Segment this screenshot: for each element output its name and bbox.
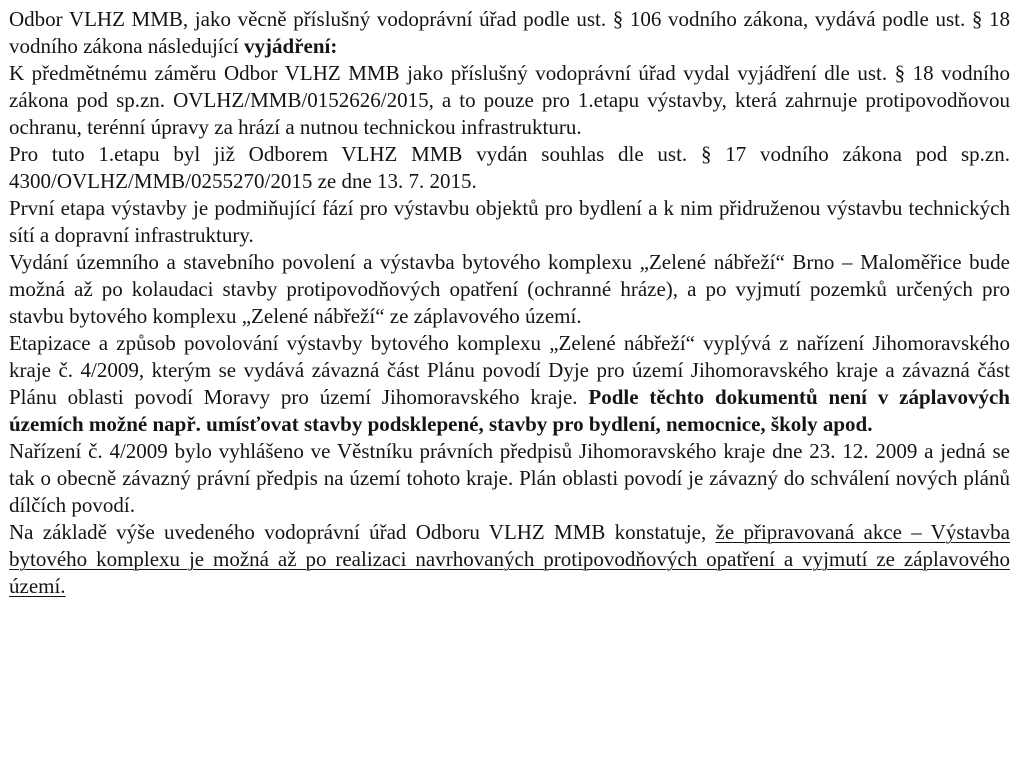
flood-zone-restriction: Podle těchto dokumentů není v záplavových územích možné např. umísťovat stavby podsklepené, stavby pro bydlení, nemocnice, školy apod. — [9, 385, 1010, 436]
paragraph-consent: Pro tuto 1.etapu byl již Odborem VLHZ MMB vydán souhlas dle ust. § 17 vodního zákona pod sp.zn. 4300/OVLHZ/MMB/0255270/2015 ze dne 13. 7. 2015. — [9, 142, 1010, 193]
paragraph-prior-statement: K předmětnému záměru Odbor VLHZ MMB jako příslušný vodoprávní úřad vydal vyjádření dle ust. § 18 vodního zákona pod sp.zn. OVLHZ/MMB/0152626/2015, a to pouze pro 1.etapu výstavby, která zahrnuje protipovodňovou ochranu, terénní úpravy za hrází a nutnou technickou infrastrukturu. — [9, 61, 1010, 139]
paragraph-conclusion — [9, 519, 1010, 600]
paragraph-statement-intro — [9, 6, 1010, 60]
conclusion-statement: že připravovaná akce – Výstavba bytového komplexu je možná až po realizaci navrhovaných protipovodňových opatření a vyjmutí ze záplavového území. — [9, 520, 1010, 598]
paragraph-permit-conditions: Vydání územního a stavebního povolení a výstavba bytového komplexu „Zelené nábřeží“ Brno – Maloměřice bude možná až po kolaudaci stavby protipovodňových opatření (ochranné hráze), a po vyjmutí pozemků určených pro stavbu bytového komplexu „Zelené nábřeží“ ze záplavového území. — [9, 250, 1010, 328]
paragraph-first-stage: První etapa výstavby je podmiňující fází pro výstavbu objektů pro bydlení a k nim přidruženou výstavbu technických sítí a dopravní infrastruktury. — [9, 196, 1010, 247]
statement-heading: vyjádření: — [244, 34, 338, 58]
paragraph-text: Odbor VLHZ MMB, jako věcně příslušný vodoprávní úřad podle ust. § 106 vodního zákona, vydává podle ust. § 18 vodního zákona následující — [9, 7, 1010, 58]
paragraph-staging — [9, 330, 1010, 438]
paragraph-text: Etapizace a způsob povolování výstavby bytového komplexu „Zelené nábřeží“ vyplývá z nařízení Jihomoravského kraje č. 4/2009, kterým se vydává závazná část Plánu povodí Dyje pro území Jihomoravského kraje a závazná část Plánu oblasti povodí Moravy pro území Jihomoravského kraje. — [9, 331, 1010, 409]
paragraph-regulation: Nařízení č. 4/2009 bylo vyhlášeno ve Věstníku právních předpisů Jihomoravského kraje dne 23. 12. 2009 a jedná se tak o obecně závazný právní předpis na území tohoto kraje. Plán oblasti povodí je závazný do schválení nových plánů dílčích povodí. — [9, 439, 1010, 517]
paragraph-text: Na základě výše uvedeného vodoprávní úřad Odboru VLHZ MMB konstatuje, — [9, 520, 716, 544]
